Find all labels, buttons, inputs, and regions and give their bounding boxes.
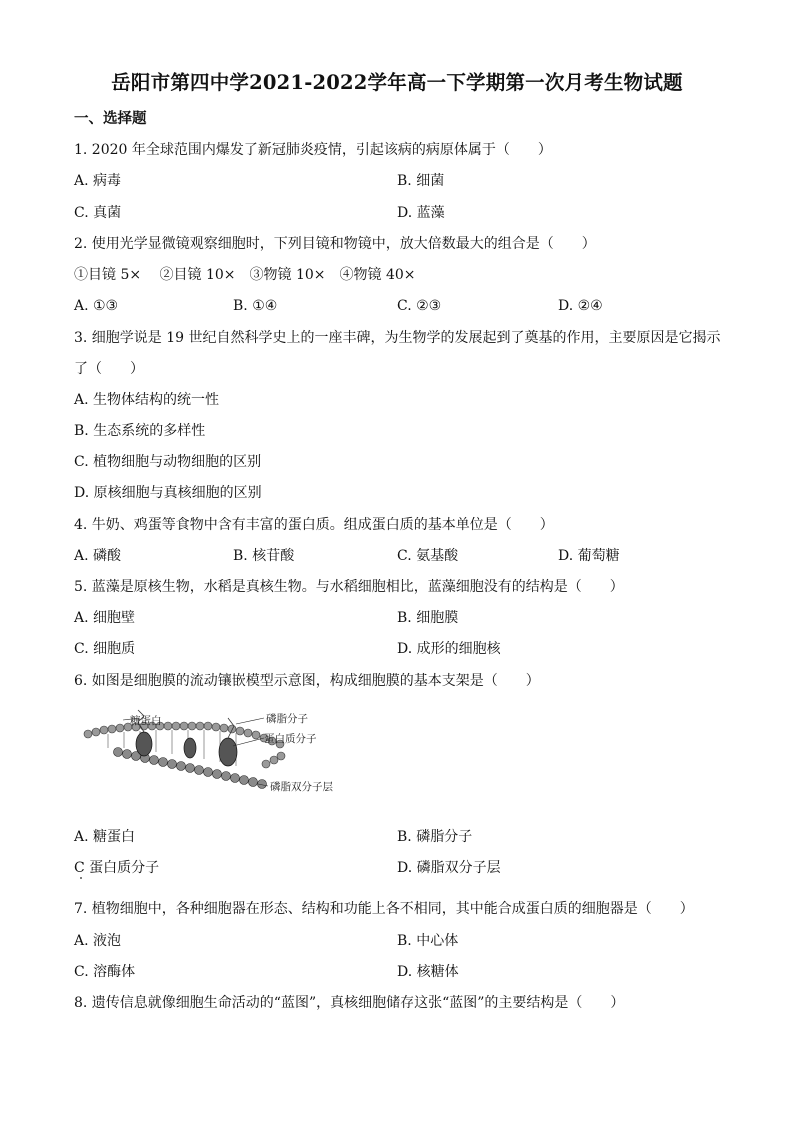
question-6-stem: 6. 如图是细胞膜的流动镶嵌模型示意图，构成细胞膜的基本支架是（ ） — [74, 673, 540, 689]
question-2-stem: 2. 使用光学显微镜观察细胞时，下列目镜和物镜中，放大倍数最大的组合是（ ） — [74, 236, 596, 252]
section-heading: 一、选择题 — [74, 110, 147, 127]
exam-title: 岳阳市第四中学2021-2022学年高一下学期第一次月考生物试题 — [111, 71, 683, 94]
q1-option-b[interactable]: B. 细菌 — [397, 173, 445, 189]
question-5-stem: 5. 蓝藻是原核生物，水稻是真核生物。与水稻细胞相比，蓝藻细胞没有的结构是（ ） — [74, 579, 624, 595]
q4-option-a[interactable]: A. 磷酸 — [74, 548, 122, 564]
q5-option-b[interactable]: B. 细胞膜 — [397, 610, 459, 626]
q7-option-b[interactable]: B. 中心体 — [397, 933, 459, 949]
label-protein: 蛋白质分子 — [264, 733, 317, 745]
q1-option-a[interactable]: A. 病毒 — [74, 173, 122, 189]
question-2-items: ①目镜 5× ②目镜 10× ③物镜 10× ④物镜 40× — [74, 267, 416, 283]
question-3-stem-line2: 了（ ） — [74, 361, 144, 377]
cell-membrane-diagram — [78, 704, 348, 804]
q7-option-c[interactable]: C. 溶酶体 — [74, 964, 136, 980]
question-8-stem: 8. 遗传信息就像细胞生命活动的“蓝图”，真核细胞储存这张“蓝图”的主要结构是（ ） — [74, 995, 625, 1011]
question-3-stem-line1: 3. 细胞学说是 19 世纪自然科学史上的一座丰碑，为生物学的发展起到了奠基的作用，主要原因是它揭示 — [74, 330, 721, 346]
q1-option-c[interactable]: C. 真菌 — [74, 205, 122, 221]
q2-option-b[interactable]: B. ①④ — [233, 298, 278, 314]
stray-mark — [80, 877, 82, 879]
label-glycoprotein: 糖蛋白 — [130, 715, 162, 727]
q3-option-a[interactable]: A. 生物体结构的统一性 — [74, 392, 220, 408]
q6-option-b[interactable]: B. 磷脂分子 — [397, 829, 473, 845]
q6-option-a[interactable]: A. 糖蛋白 — [74, 829, 136, 845]
q5-option-c[interactable]: C. 细胞质 — [74, 641, 136, 657]
q5-option-a[interactable]: A. 细胞壁 — [74, 610, 136, 626]
q4-option-b[interactable]: B. 核苷酸 — [233, 548, 295, 564]
question-1-stem: 1. 2020 年全球范围内爆发了新冠肺炎疫情，引起该病的病原体属于（ ） — [74, 142, 552, 158]
question-4-stem: 4. 牛奶、鸡蛋等食物中含有丰富的蛋白质。组成蛋白质的基本单位是（ ） — [74, 517, 554, 533]
q1-option-d[interactable]: D. 蓝藻 — [397, 205, 445, 221]
q3-option-b[interactable]: B. 生态系统的多样性 — [74, 423, 206, 439]
q7-option-d[interactable]: D. 核糖体 — [397, 964, 459, 980]
label-bilayer: 磷脂双分子层 — [270, 781, 333, 793]
q5-option-d[interactable]: D. 成形的细胞核 — [397, 641, 501, 657]
q4-option-d[interactable]: D. 葡萄糖 — [558, 548, 620, 564]
q7-option-a[interactable]: A. 液泡 — [74, 933, 122, 949]
q2-option-a[interactable]: A. ①③ — [74, 298, 119, 314]
q6-option-d[interactable]: D. 磷脂双分子层 — [397, 860, 501, 876]
question-7-stem: 7. 植物细胞中，各种细胞器在形态、结构和功能上各不相同，其中能合成蛋白质的细胞器是（ ） — [74, 901, 694, 917]
q2-option-d[interactable]: D. ②④ — [558, 298, 603, 314]
q6-option-c[interactable]: C 蛋白质分子 — [74, 860, 160, 876]
label-phospholipid: 磷脂分子 — [266, 713, 308, 725]
q3-option-c[interactable]: C. 植物细胞与动物细胞的区别 — [74, 454, 262, 470]
q3-option-d[interactable]: D. 原核细胞与真核细胞的区别 — [74, 485, 262, 501]
q4-option-c[interactable]: C. 氨基酸 — [397, 548, 459, 564]
q2-option-c[interactable]: C. ②③ — [397, 298, 442, 314]
